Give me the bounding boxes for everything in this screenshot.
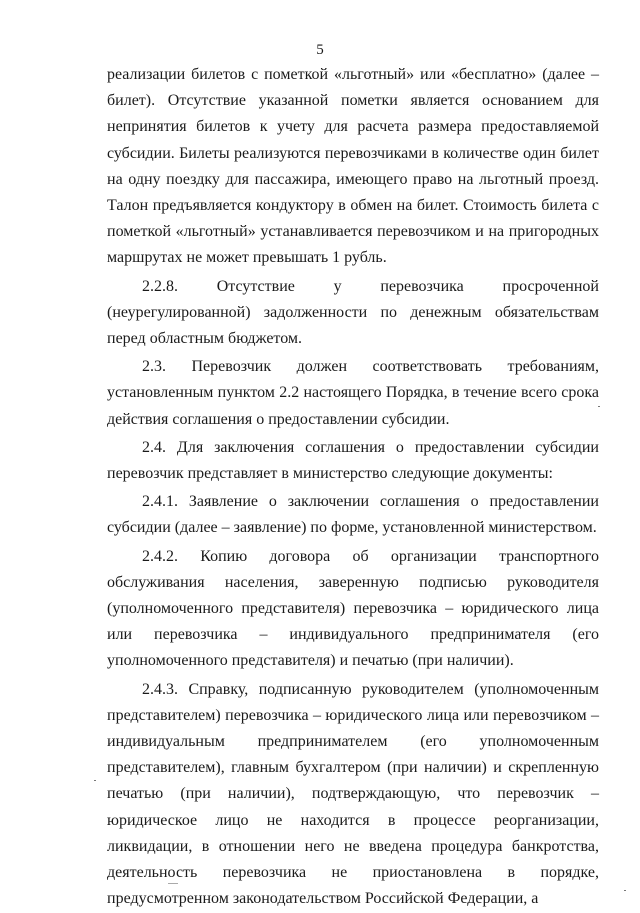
document-body — [107, 62, 599, 913]
scan-speck — [624, 890, 626, 891]
scan-speck — [94, 780, 96, 781]
paragraph-2-4-2: 2.4.2. Копию договора об организации транспортного обслуживания населения, заверенную подписью руководителя (уполномоченного представителя) перевозчика – юридического лица или перевозчика – индивидуального предпринимателя (его уполномоченного представителя) и печатью (при наличии). — [107, 547, 599, 670]
paragraph-continuation: реализации билетов с пометкой «льготный» или «бесплатно» (далее – билет). Отсутствие указанной пометки является основанием для непринятия билетов к учету для расчета размера предоставляемой субсидии. Билеты реализуются перевозчиками в количестве один билет на одну поездку для пассажира, имеющего право на льготный проезд. Талон предъявляется кондуктору в обмен на билет. Стоимость билета с пометкой «льготный» устанавливается перевозчиком и на пригородных маршрутах не может превышать 1 рубль. — [107, 66, 599, 267]
paragraph-2-4-1: 2.4.1. Заявление о заключении соглашения о предоставлении субсидии (далее – заявление) по форме, установленной министерством. — [107, 493, 599, 537]
scan-speck — [168, 883, 178, 884]
paragraph-2-2-8: 2.2.8. Отсутствие у перевозчика просроченной (неурегулированной) задолженности по денежным обязательствам перед областным бюджетом. — [107, 277, 599, 348]
paragraph-2-4: 2.4. Для заключения соглашения о предоставлении субсидии перевозчик представляет в министерство следующие документы: — [107, 438, 599, 483]
scan-speck — [598, 406, 600, 407]
page-number: 5 — [316, 42, 324, 58]
paragraph-2-3: 2.3. Перевозчик должен соответствовать требованиям, установленным пунктом 2.2 настоящего Порядка, в течение всего срока действия соглашения о предоставлении субсидии. — [107, 358, 599, 428]
paragraph-2-4-3: 2.4.3. Справку, подписанную руководителем (уполномоченным представителем) перевозчика – юридического лица или перевозчиком – индивидуальным предпринимателем (его уполномоченным представителем), главным бухгалтером (при наличии) и скрепленную печатью (при наличии), подтверждающую, что перевозчик – юридическое лицо не находится в процессе реорганизации, ликвидации, в отношении него не введена процедура банкротства, деятельность перевозчика не приостановлена в порядке, предусмотренном законодательством Российской Федерации, а — [107, 680, 599, 908]
